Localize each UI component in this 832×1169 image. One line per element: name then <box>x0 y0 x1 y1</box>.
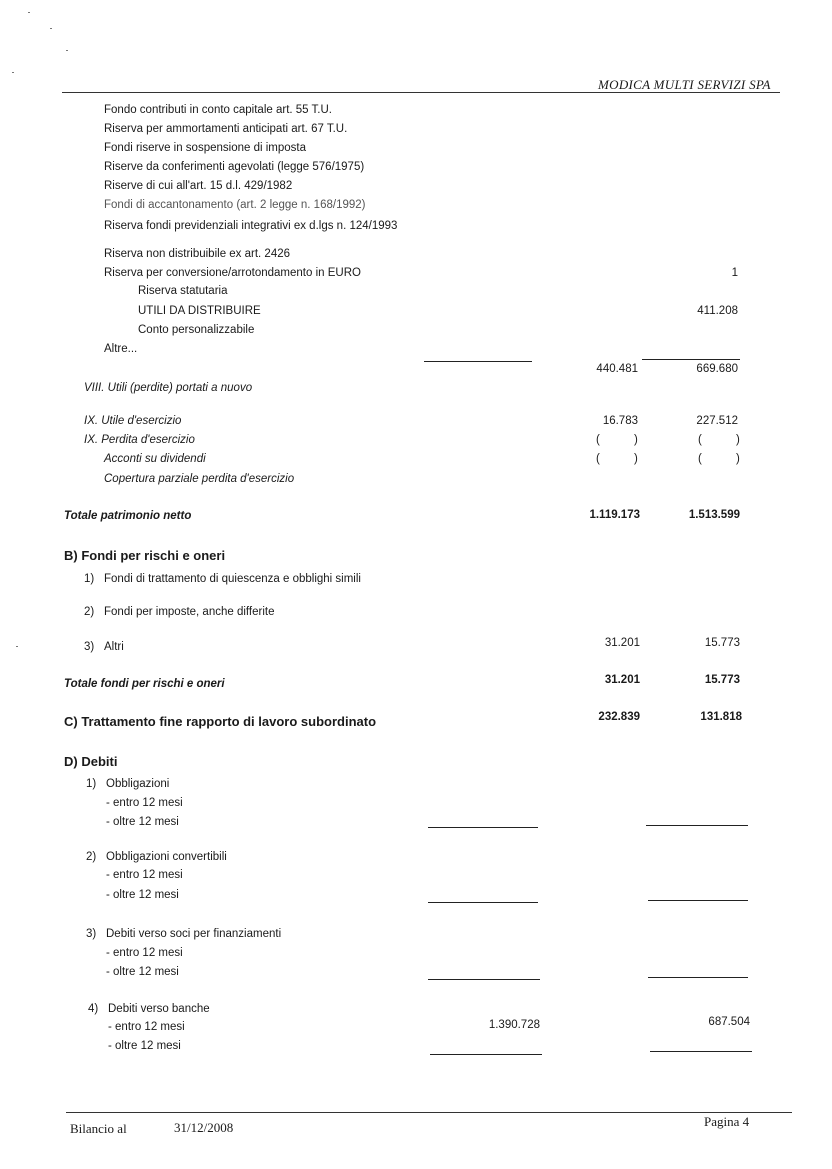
footer-page: Pagina 4 <box>704 1114 750 1129</box>
oltre-label: - oltre 12 mesi <box>108 1040 181 1052</box>
total-rule <box>428 979 540 980</box>
reserve-line: Riserva per ammortamenti anticipati art. 67 T.U. <box>104 123 348 135</box>
subtotal-rule <box>642 359 740 360</box>
entro-label: - entro 12 mesi <box>108 1021 185 1033</box>
d-item-num: 4) <box>88 1003 99 1015</box>
sub-reserve-line: Conto personalizzabile <box>138 324 255 336</box>
scan-speck <box>28 12 30 13</box>
reserve-line: Fondo contributi in conto capitale art. 55 T.U. <box>104 104 333 116</box>
reserve-line: Riserve di cui all'art. 15 d.l. 429/1982 <box>104 180 293 192</box>
reserve-line: Riserve da conferimenti agevolati (legge 576/1975) <box>104 161 365 173</box>
total-rule <box>646 825 748 826</box>
scan-speck <box>66 50 68 51</box>
footer-rule <box>66 1112 792 1113</box>
paren-open: ( <box>596 453 600 465</box>
altre-previous: 669.680 <box>696 363 738 375</box>
reserve-euro-value: 1 <box>731 267 738 279</box>
totale-fondi-previous: 15.773 <box>704 674 740 686</box>
d-item-label: Debiti verso banche <box>108 1003 210 1015</box>
oltre-label: - oltre 12 mesi <box>106 966 179 978</box>
oltre-label: - oltre 12 mesi <box>106 816 179 828</box>
d-item-num: 2) <box>86 851 97 863</box>
totale-pn-current: 1.119.173 <box>589 509 640 521</box>
d-item-num: 1) <box>86 778 97 790</box>
footer-date: 31/12/2008 <box>174 1120 234 1135</box>
d4-entro-previous: 687.504 <box>708 1016 750 1028</box>
company-header: MODICA MULTI SERVIZI SPA <box>598 77 771 92</box>
ix-utile-previous: 227.512 <box>696 415 738 427</box>
utili-distribuire-value: 411.208 <box>697 305 738 317</box>
total-rule <box>428 827 538 828</box>
b-altri-current: 31.201 <box>604 637 640 649</box>
b-item-label: Fondi di trattamento di quiescenza e obblighi simili <box>104 573 361 585</box>
b-item-label: Altri <box>104 641 124 653</box>
sub-reserve-line: UTILI DA DISTRIBUIRE <box>138 305 261 317</box>
total-rule <box>650 1051 752 1052</box>
paren-close: ) <box>736 453 740 465</box>
b-altri-previous: 15.773 <box>704 637 740 649</box>
d-item-label: Debiti verso soci per finanziamenti <box>106 928 282 940</box>
scan-speck <box>12 72 14 73</box>
b-item-num: 1) <box>84 573 95 585</box>
section-c-title: C) Trattamento fine rapporto di lavoro subordinato <box>64 714 377 729</box>
totale-pn-previous: 1.513.599 <box>688 509 740 521</box>
d-item-num: 3) <box>86 928 97 940</box>
entro-label: - entro 12 mesi <box>106 869 183 881</box>
b-item-num: 3) <box>84 641 95 653</box>
ix-utile-label: IX. Utile d'esercizio <box>84 415 182 427</box>
paren-close: ) <box>634 453 638 465</box>
oltre-label: - oltre 12 mesi <box>106 889 179 901</box>
reserve-line: Fondi riserve in sospensione di imposta <box>104 142 306 154</box>
sub-reserve-line: Riserva statutaria <box>138 285 228 297</box>
d-item-label: Obbligazioni <box>106 778 170 790</box>
entro-label: - entro 12 mesi <box>106 797 183 809</box>
reserve-line: Riserva fondi previdenziali integrativi ex d.lgs n. 124/1993 <box>104 220 398 232</box>
paren-close: ) <box>736 434 740 446</box>
acconti-label: Acconti su dividendi <box>104 453 206 465</box>
section-b-title: B) Fondi per rischi e oneri <box>64 548 226 563</box>
reserve-line: Riserva per conversione/arrotondamento in EURO <box>104 267 361 279</box>
paren-open: ( <box>698 453 702 465</box>
altre-current: 440.481 <box>596 363 638 375</box>
totale-fondi-label: Totale fondi per rischi e oneri <box>64 678 225 690</box>
total-rule <box>648 900 748 901</box>
paren-close: ) <box>634 434 638 446</box>
subtotal-rule <box>424 361 532 362</box>
scan-speck <box>50 28 52 29</box>
b-item-label: Fondi per imposte, anche differite <box>104 606 275 618</box>
viii-label: VIII. Utili (perdite) portati a nuovo <box>84 382 253 394</box>
paren-open: ( <box>596 434 600 446</box>
scan-speck <box>16 646 18 647</box>
footer-left: Bilancio al <box>70 1121 127 1136</box>
section-c-previous: 131.818 <box>700 711 742 723</box>
total-rule <box>430 1054 542 1055</box>
totale-pn-label: Totale patrimonio netto <box>64 510 192 522</box>
total-rule <box>428 902 538 903</box>
altre-label: Altre... <box>104 343 138 355</box>
ix-perdita-label: IX. Perdita d'esercizio <box>84 434 195 446</box>
paren-open: ( <box>698 434 702 446</box>
section-d-title: D) Debiti <box>64 754 118 769</box>
ix-utile-current: 16.783 <box>602 415 638 427</box>
entro-label: - entro 12 mesi <box>106 947 183 959</box>
section-c-current: 232.839 <box>598 711 640 723</box>
total-rule <box>648 977 748 978</box>
b-item-num: 2) <box>84 606 95 618</box>
header-rule <box>62 92 780 93</box>
reserve-line: Riserva non distribuibile ex art. 2426 <box>104 248 291 260</box>
copertura-label: Copertura parziale perdita d'esercizio <box>104 473 295 485</box>
totale-fondi-current: 31.201 <box>604 674 640 686</box>
d-item-label: Obbligazioni convertibili <box>106 851 227 863</box>
reserve-line: Fondi di accantonamento (art. 2 legge n. 168/1992) <box>104 199 366 211</box>
d4-entro-current: 1.390.728 <box>488 1019 540 1031</box>
